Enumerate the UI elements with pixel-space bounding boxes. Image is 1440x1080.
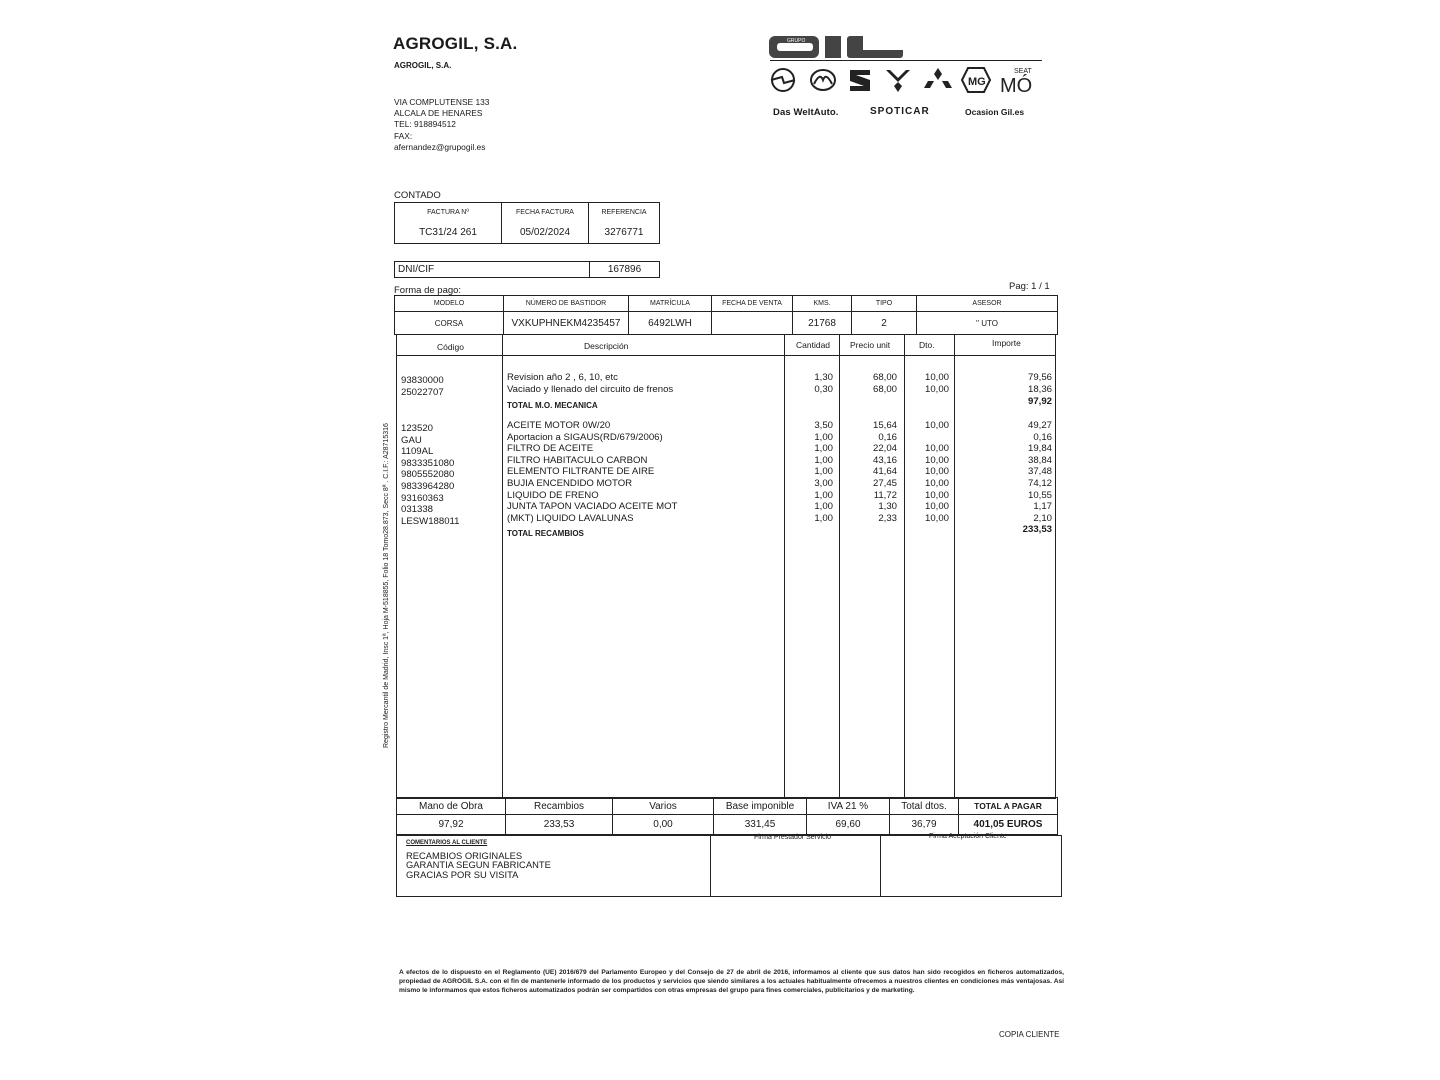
- line-qty: 1,00: [814, 454, 833, 466]
- line-desc: LIQUIDO DE FRENO: [507, 489, 599, 501]
- line-amount: 37,48: [1027, 466, 1052, 478]
- line-desc: JUNTA TAPON VACIADO ACEITE MOT: [507, 501, 678, 513]
- line-price: 43,16: [872, 454, 897, 466]
- discounts-header: Total dtos.: [890, 798, 959, 815]
- line-code: 031338: [401, 504, 434, 516]
- address-line: FAX:: [394, 130, 413, 141]
- sale-date-header: FECHA DE VENTA: [712, 296, 793, 312]
- comments-text: [406, 851, 551, 879]
- unit-price-header: Precio unit: [850, 340, 891, 350]
- seat-mo-label: MÓ: [1000, 75, 1033, 97]
- plate-header: MATRÍCULA: [629, 296, 712, 312]
- line-price: 22,04: [872, 443, 897, 455]
- line-desc: ELEMENTO FILTRANTE DE AIRE: [507, 466, 655, 478]
- line-price: 2,33: [878, 512, 897, 524]
- mg-logo-icon: [962, 68, 990, 92]
- mg-label: MG: [968, 76, 986, 88]
- line-qty: 1,00: [814, 489, 833, 501]
- comment-line: RECAMBIOS ORIGINALES: [406, 850, 523, 861]
- total-to-pay: 401,05 EUROS: [973, 819, 1043, 830]
- payment-type: CONTADO: [394, 190, 441, 201]
- line-qty: 1,00: [814, 431, 833, 443]
- labor-total: 97,92: [1027, 396, 1052, 407]
- line-desc: FILTRO HABITACULO CARBON: [507, 454, 648, 466]
- client-signature-label: Firma Aceptación Cliente: [929, 833, 1007, 840]
- invoice-header-table: [394, 202, 660, 244]
- model-header: MODELO: [395, 296, 504, 312]
- line-code: 25022707: [401, 386, 444, 398]
- line-price: 68,00: [872, 383, 897, 395]
- line-qty: 1,30: [814, 372, 833, 383]
- parts-total: 233,53: [1022, 524, 1052, 535]
- line-amount: 1,17: [1033, 501, 1052, 513]
- labor-total-label: TOTAL M.O. MECANICA: [507, 401, 598, 410]
- line-amount: 10,55: [1027, 489, 1052, 501]
- seat-mo-logo-icon: [1000, 68, 1032, 97]
- line-qty: 0,30: [814, 383, 833, 395]
- comments-divider: [710, 835, 711, 897]
- ocasion-gil-logo: Ocasion Gil.es: [965, 107, 1025, 117]
- reference-label: REFERENCIA: [601, 209, 647, 217]
- line-qty: 3,50: [814, 420, 833, 431]
- client-id-table: [394, 261, 660, 278]
- address-line: VIA COMPLUTENSE 133: [394, 97, 490, 107]
- line-price: 27,45: [872, 478, 897, 489]
- address-line: afernandez@grupogil.es: [394, 141, 486, 152]
- line-desc: FILTRO DE ACEITE: [507, 443, 594, 455]
- vehicle-plate: 6492LWH: [629, 312, 712, 335]
- line-amount: 74,12: [1027, 478, 1052, 489]
- labor-header: Mano de Obra: [397, 798, 506, 815]
- tax-base-header: Base imponible: [714, 798, 807, 815]
- discounts-value: 36,79: [890, 815, 959, 835]
- line-amount: 38,84: [1027, 454, 1052, 466]
- line-amount: 79,56: [1027, 372, 1052, 383]
- description-header: Descripción: [584, 341, 629, 351]
- vat-header: IVA 21 %: [807, 798, 890, 815]
- line-code: 9833964280: [401, 481, 455, 492]
- line-price: 15,64: [872, 420, 897, 431]
- line-code: 9805552080: [401, 469, 455, 481]
- line-qty: 1,00: [814, 512, 833, 524]
- seat-mo-top-label: SEAT: [1014, 68, 1032, 75]
- line-dto: 10,00: [924, 372, 949, 383]
- mazda-logo-icon: [811, 70, 835, 90]
- das-weltauto-logo: Das WeltAuto.: [773, 107, 839, 118]
- line-dto: 10,00: [924, 501, 949, 513]
- parts-total-label: TOTAL RECAMBIOS: [507, 529, 584, 538]
- advisor-header: ASESOR: [972, 300, 1002, 307]
- quantity-header: Cantidad: [796, 340, 831, 350]
- col-divider: [502, 335, 503, 799]
- line-dto: 10,00: [924, 466, 949, 478]
- line-desc: BUJIA ENCENDIDO MOTOR: [507, 478, 633, 489]
- comments-label: COMENTARIOS AL CLIENTE: [406, 840, 488, 846]
- payment-method-label: Forma de pago:: [394, 285, 462, 296]
- brand-icons: [768, 64, 1048, 105]
- col-divider: [839, 335, 840, 799]
- line-desc: Revision año 2 , 6, 10, etc: [507, 372, 618, 383]
- line-dto: 10,00: [924, 443, 949, 455]
- comment-line: GARANTIA SEGUN FABRICANTE: [406, 859, 551, 871]
- invoice-date-label: FECHA FACTURA: [502, 203, 589, 223]
- invoice-number-label: FACTURA Nº: [395, 203, 502, 223]
- grupo-label: GRUPO: [787, 38, 806, 44]
- cupra-logo-icon: [886, 70, 910, 92]
- line-qty: 1,00: [814, 466, 833, 478]
- line-dto: 10,00: [924, 478, 949, 489]
- company-address: [394, 97, 489, 153]
- line-code: 123520: [401, 423, 434, 434]
- line-dto: 10,00: [924, 383, 949, 395]
- code-header: Código: [437, 342, 464, 352]
- provider-signature-label: Firma Prestador Servicio: [754, 834, 832, 841]
- vehicle-sale-date: [712, 312, 793, 335]
- address-line: ALCALA DE HENARES: [394, 108, 483, 119]
- legal-notice: A efectos de lo dispuesto en el Reglamento (UE) 2016/679 del Parlamento Europeo y del Consejo de 27 de abril de 2016, informamos al cliente que sus datos han sido recogidos en ficheros automatizados, propiedad de AGROGIL S.A. con el fin de mantenerle informado de los productos y servicios que siendo similares a los actuales habitualmente ofrecemos a nuestros clientes en condiciones más ventajosas. Así mismo le informamos que estos ficheros automatizados podrán ser compartidos con otras empresas del grupo para fines comerciales, publicitarios y de marketing.: [399, 969, 1064, 994]
- kms-header: KMS.: [793, 296, 852, 312]
- invoice-date: 05/02/2024: [502, 223, 589, 244]
- total-header: TOTAL A PAGAR: [974, 801, 1042, 811]
- totals-table: [396, 797, 1058, 835]
- opel-logo-icon: [771, 69, 795, 91]
- line-desc: Vaciado y llenado del circuito de frenos: [507, 383, 674, 395]
- mitsubishi-logo-icon: [924, 68, 952, 88]
- dni-label: DNI/CIF: [395, 262, 590, 278]
- dni-value: 167896: [607, 264, 642, 275]
- amount-header: Importe: [992, 338, 1021, 348]
- line-price: 68,00: [872, 372, 897, 383]
- labor-total-value: 97,92: [397, 815, 506, 835]
- tax-base-value: 331,45: [714, 815, 807, 835]
- spoticar-logo: SPOTICAR: [870, 106, 930, 117]
- company-title: AGROGIL, S.A.: [393, 34, 518, 53]
- line-amount: 49,27: [1027, 420, 1052, 431]
- vat-value: 69,60: [807, 815, 890, 835]
- comments-divider: [880, 835, 881, 897]
- line-amount: 19,84: [1027, 443, 1052, 455]
- lines-header-rule: [396, 355, 1056, 356]
- vehicle-model: CORSA: [395, 312, 504, 335]
- line-qty: 1,00: [814, 443, 833, 455]
- lines-frame: [396, 335, 1056, 799]
- line-amount: 0,16: [1033, 431, 1052, 443]
- line-code: 93160363: [401, 492, 444, 504]
- col-divider: [904, 335, 905, 799]
- misc-header: Varios: [613, 798, 714, 815]
- vehicle-vin: VXKUPHNEKM4235457: [504, 312, 629, 335]
- line-code: 9833351080: [401, 457, 455, 469]
- line-qty: 1,00: [814, 501, 833, 513]
- line-desc: (MKT) LIQUIDO LAVALUNAS: [507, 512, 634, 524]
- type-header: TIPO: [852, 296, 917, 312]
- line-desc: ACEITE MOTOR 0W/20: [507, 420, 611, 431]
- misc-total-value: 0,00: [613, 815, 714, 835]
- invoice-reference: 3276771: [604, 227, 644, 239]
- line-price: 11,72: [873, 489, 897, 501]
- brand-divider: [770, 60, 1042, 61]
- line-dto: 10,00: [924, 454, 949, 466]
- line-code: 1109AL: [401, 446, 434, 458]
- vehicle-kms: 21768: [793, 312, 852, 335]
- col-divider: [954, 335, 955, 799]
- parts-header: Recambios: [506, 798, 613, 815]
- company-subtitle: AGROGIL, S.A.: [394, 61, 452, 70]
- vehicle-table: [394, 295, 1058, 335]
- vin-header: NÚMERO DE BASTIDOR: [504, 296, 629, 312]
- page-number: Pag: 1 / 1: [1009, 281, 1050, 292]
- line-dto: 10,00: [924, 420, 949, 431]
- line-dto: 10,00: [924, 512, 949, 524]
- line-price: 41,64: [872, 466, 897, 478]
- line-amount: 18,36: [1027, 383, 1052, 395]
- line-price: 0,16: [878, 431, 897, 443]
- vehicle-type: 2: [852, 312, 917, 335]
- line-code: 93830000: [401, 375, 444, 386]
- copy-label: COPIA CLIENTE: [999, 1030, 1060, 1039]
- line-code: GAU: [401, 434, 422, 446]
- vehicle-advisor: '' UTO: [975, 318, 999, 328]
- line-qty: 3,00: [814, 478, 833, 489]
- line-desc: Aportacion a SIGAUS(RD/679/2006): [507, 431, 663, 443]
- discount-header: Dto.: [919, 340, 935, 350]
- line-price: 1,30: [878, 501, 897, 513]
- line-amount: 2,10: [1033, 512, 1052, 524]
- registry-info: Registro Mercantil de Madrid, Insc 1ª, Hoja M-518855, Folio 18 Tomo28.873, Secc 8ª . C.I.F.: A28715316: [383, 423, 390, 748]
- address-line: TEL: 918894512: [394, 119, 456, 130]
- col-divider: [784, 335, 785, 799]
- comment-line: GRACIAS POR SU VISITA: [406, 868, 519, 880]
- seat-logo-icon: [850, 70, 870, 91]
- grupo-gil-logo: [767, 33, 907, 66]
- line-dto: 10,00: [924, 489, 949, 501]
- line-code: LESW188011: [401, 515, 460, 527]
- parts-total-value: 233,53: [506, 815, 613, 835]
- invoice-number: TC31/24 261: [395, 223, 502, 244]
